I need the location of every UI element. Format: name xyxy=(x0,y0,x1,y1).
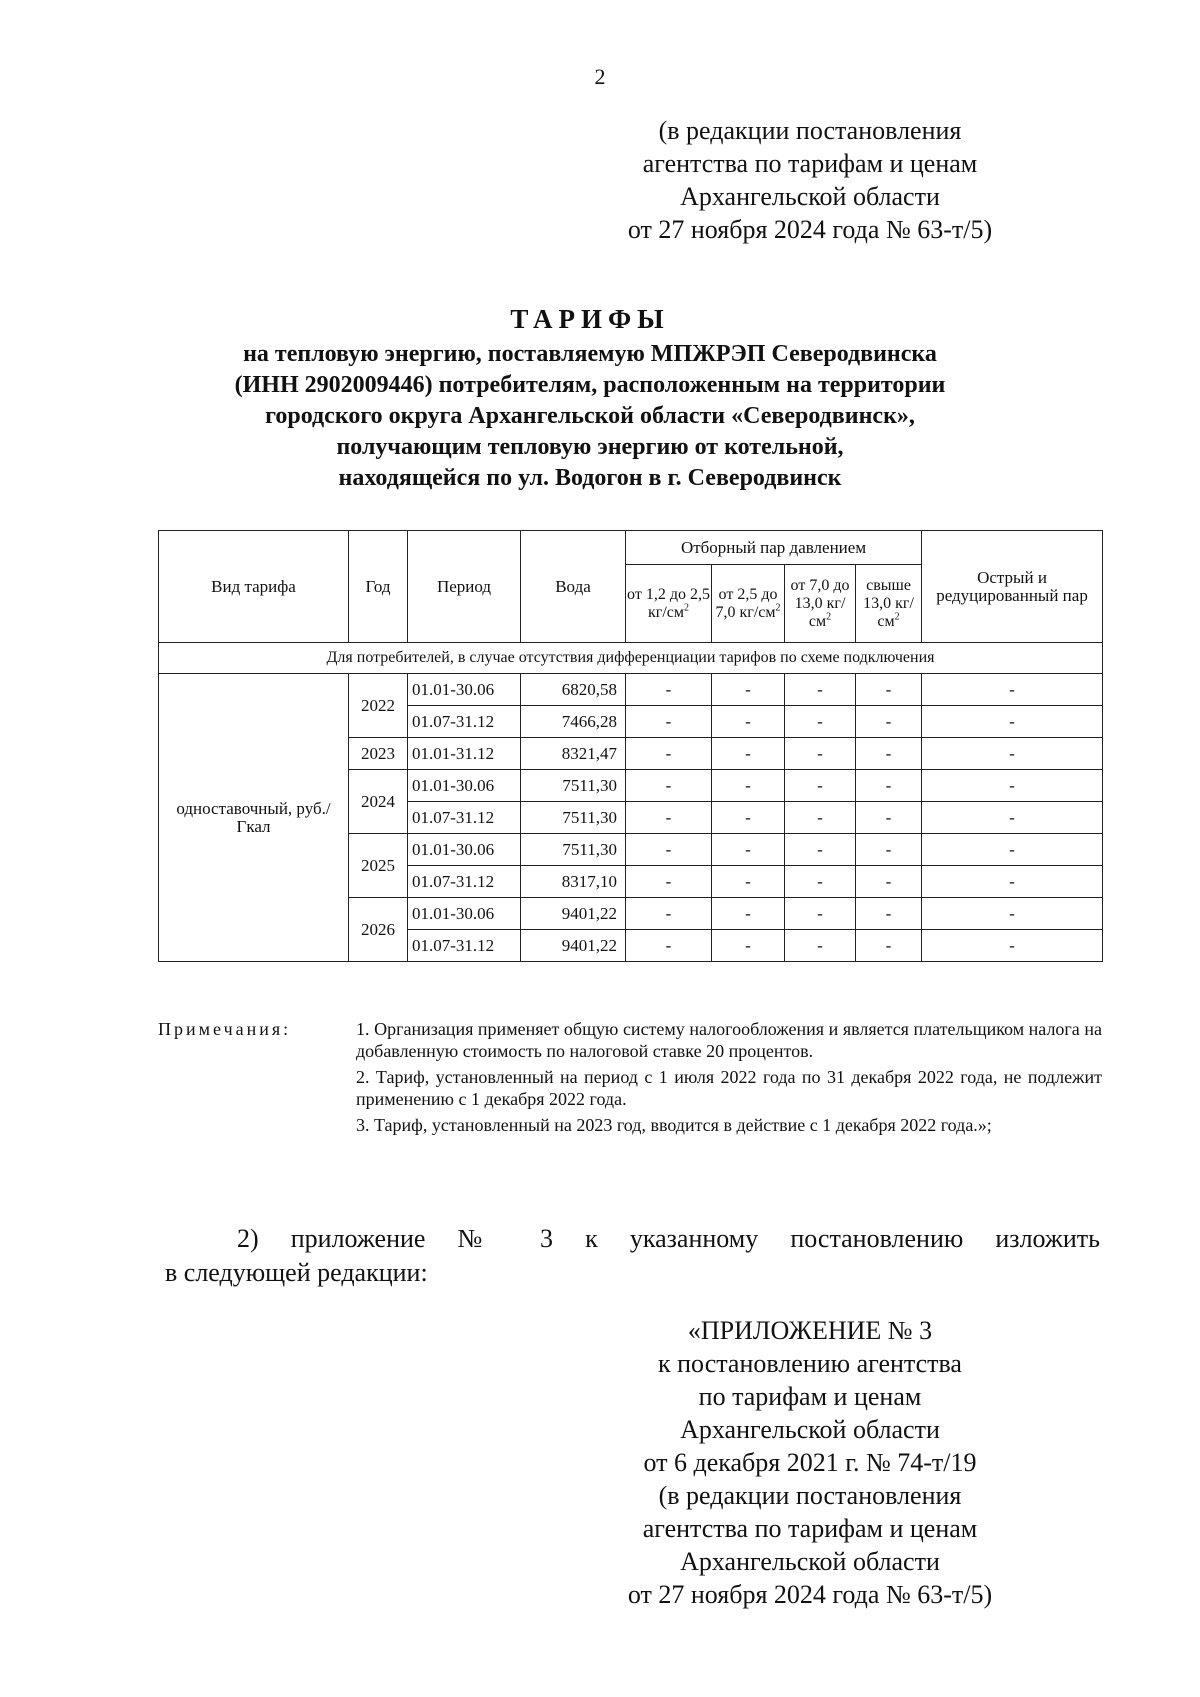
water-tariff-cell: 9401,22 xyxy=(521,898,626,930)
appendix-header xyxy=(600,1314,1020,1611)
empty-value-cell: - xyxy=(626,866,712,898)
period-cell: 01.01-30.06 xyxy=(408,770,521,802)
period-cell: 01.07-31.12 xyxy=(408,866,521,898)
empty-value-cell: - xyxy=(626,898,712,930)
empty-value-cell: - xyxy=(856,834,922,866)
title-main: ТАРИФЫ xyxy=(510,304,670,334)
item-2-line: 2) приложение № 3 к указанному постановлению изложить xyxy=(237,1224,1100,1253)
empty-value-cell: - xyxy=(626,802,712,834)
title-line: получающим тепловую энергию от котельной, xyxy=(336,434,844,460)
appendix-line: от 6 декабря 2021 г. № 74-т/19 xyxy=(643,1448,977,1477)
water-tariff-cell: 8321,47 xyxy=(521,738,626,770)
empty-value-cell: - xyxy=(626,706,712,738)
superscript: 2 xyxy=(826,611,832,623)
header-tariff-type: Вид тарифа xyxy=(159,531,349,643)
empty-value-cell: - xyxy=(626,674,712,706)
empty-value-cell: - xyxy=(856,706,922,738)
header-pressure-4 xyxy=(856,565,922,643)
empty-value-cell: - xyxy=(712,866,785,898)
header-period: Период xyxy=(408,531,521,643)
period-cell: 01.01-30.06 xyxy=(408,674,521,706)
item-2-line: в следующей редакции: xyxy=(165,1258,428,1287)
page-number: 2 xyxy=(594,64,606,89)
empty-value-cell: - xyxy=(785,738,856,770)
empty-value-cell: - xyxy=(922,866,1103,898)
period-cell: 01.01-30.06 xyxy=(408,898,521,930)
header-note-line: (в редакции постановления xyxy=(658,116,962,145)
water-tariff-cell: 8317,10 xyxy=(521,866,626,898)
appendix-line: к постановлению агентства xyxy=(658,1349,962,1378)
empty-value-cell: - xyxy=(785,770,856,802)
empty-value-cell: - xyxy=(712,706,785,738)
year-cell: 2024 xyxy=(349,770,408,834)
empty-value-cell: - xyxy=(712,738,785,770)
empty-value-cell: - xyxy=(922,674,1103,706)
empty-value-cell: - xyxy=(785,866,856,898)
empty-value-cell: - xyxy=(785,802,856,834)
document-title xyxy=(150,304,1030,494)
empty-value-cell: - xyxy=(712,898,785,930)
empty-value-cell: - xyxy=(856,738,922,770)
empty-value-cell: - xyxy=(712,834,785,866)
empty-value-cell: - xyxy=(785,674,856,706)
superscript: 2 xyxy=(684,602,689,614)
empty-value-cell: - xyxy=(856,802,922,834)
title-line: городского округа Архангельской области «Северодвинск», xyxy=(265,403,915,429)
tariff-type-cell: одноставочный, руб./Гкал xyxy=(159,674,349,962)
empty-value-cell: - xyxy=(712,802,785,834)
appendix-line: от 27 ноября 2024 года № 63-т/5) xyxy=(627,1580,993,1609)
period-cell: 01.07-31.12 xyxy=(408,930,521,962)
table-row xyxy=(159,674,1103,706)
header-note-line: агентства по тарифам и ценам xyxy=(642,149,978,178)
year-cell: 2023 xyxy=(349,738,408,770)
water-tariff-cell: 7511,30 xyxy=(521,834,626,866)
appendix-line: Архангельской области xyxy=(680,1415,940,1444)
header-steam-group: Отборный пар давлением xyxy=(626,531,922,565)
header-pressure-2-text: от 2,5 до 7,0 кг/см xyxy=(715,585,778,621)
empty-value-cell: - xyxy=(922,834,1103,866)
note-item: 2. Тариф, установленный на период с 1 июля 2022 года по 31 декабря 2022 года, не подлежит применению с 1 декабря 2022 года. xyxy=(356,1067,1102,1109)
note-item: 1. Организация применяет общую систему налогообложения и является плательщиком налога на добавленную стоимость по налоговой ставке 20 процентов. xyxy=(356,1019,1102,1061)
item-2-paragraph xyxy=(165,1222,1100,1290)
header-pressure-2 xyxy=(712,565,785,643)
water-tariff-cell: 7466,28 xyxy=(521,706,626,738)
title-line: (ИНН 2902009446) потребителям, расположенным на территории xyxy=(234,372,946,398)
empty-value-cell: - xyxy=(922,738,1103,770)
empty-value-cell: - xyxy=(856,898,922,930)
empty-value-cell: - xyxy=(922,898,1103,930)
appendix-line: по тарифам и ценам xyxy=(698,1382,922,1411)
empty-value-cell: - xyxy=(922,770,1103,802)
empty-value-cell: - xyxy=(712,770,785,802)
header-pressure-3-text: от 7,0 до 13,0 кг/см xyxy=(790,576,850,630)
header-water: Вода xyxy=(521,531,626,643)
tariff-table xyxy=(158,530,1103,962)
appendix-line: (в редакции постановления xyxy=(658,1481,962,1510)
empty-value-cell: - xyxy=(856,674,922,706)
header-pressure-4-text: свыше 13,0 кг/см xyxy=(863,576,914,630)
header-note-line: Архангельской области xyxy=(680,182,940,211)
superscript: 2 xyxy=(894,611,900,623)
period-cell: 01.01-30.06 xyxy=(408,834,521,866)
appendix-line: агентства по тарифам и ценам xyxy=(642,1514,978,1543)
header-year: Год xyxy=(349,531,408,643)
empty-value-cell: - xyxy=(712,930,785,962)
empty-value-cell: - xyxy=(856,930,922,962)
header-note xyxy=(600,114,1020,246)
period-cell: 01.01-31.12 xyxy=(408,738,521,770)
year-cell: 2026 xyxy=(349,898,408,962)
section-title: Для потребителей, в случае отсутствия дифференциации тарифов по схеме подключения xyxy=(159,643,1103,674)
empty-value-cell: - xyxy=(785,706,856,738)
water-tariff-cell: 6820,58 xyxy=(521,674,626,706)
empty-value-cell: - xyxy=(626,834,712,866)
title-line: на тепловую энергию, поставляемую МПЖРЭП Северодвинска xyxy=(243,341,937,367)
year-cell: 2025 xyxy=(349,834,408,898)
empty-value-cell: - xyxy=(712,674,785,706)
note-item: 3. Тариф, установленный на 2023 год, вводится в действие с 1 декабря 2022 года.»; xyxy=(356,1115,992,1135)
empty-value-cell: - xyxy=(922,802,1103,834)
notes-label: Примечания: xyxy=(158,1019,292,1039)
header-pressure-1-text: от 1,2 до 2,5 кг/см xyxy=(627,585,710,621)
empty-value-cell: - xyxy=(856,866,922,898)
header-pressure-3 xyxy=(785,565,856,643)
empty-value-cell: - xyxy=(626,738,712,770)
water-tariff-cell: 9401,22 xyxy=(521,930,626,962)
empty-value-cell: - xyxy=(856,770,922,802)
superscript: 2 xyxy=(775,602,781,614)
period-cell: 01.07-31.12 xyxy=(408,802,521,834)
title-line: находящейся по ул. Водогон в г. Северодвинск xyxy=(338,465,842,491)
water-tariff-cell: 7511,30 xyxy=(521,802,626,834)
empty-value-cell: - xyxy=(785,834,856,866)
water-tariff-cell: 7511,30 xyxy=(521,770,626,802)
header-pressure-1 xyxy=(626,565,712,643)
header-note-line: от 27 ноября 2024 года № 63-т/5) xyxy=(627,215,993,244)
appendix-line: Архангельской области xyxy=(680,1547,940,1576)
year-cell: 2022 xyxy=(349,674,408,738)
period-cell: 01.07-31.12 xyxy=(408,706,521,738)
empty-value-cell: - xyxy=(922,930,1103,962)
empty-value-cell: - xyxy=(626,930,712,962)
appendix-line: «ПРИЛОЖЕНИЕ № 3 xyxy=(687,1316,933,1345)
empty-value-cell: - xyxy=(785,898,856,930)
empty-value-cell: - xyxy=(922,706,1103,738)
header-sharp-steam: Острый и редуцированный пар xyxy=(922,531,1103,643)
empty-value-cell: - xyxy=(626,770,712,802)
empty-value-cell: - xyxy=(785,930,856,962)
